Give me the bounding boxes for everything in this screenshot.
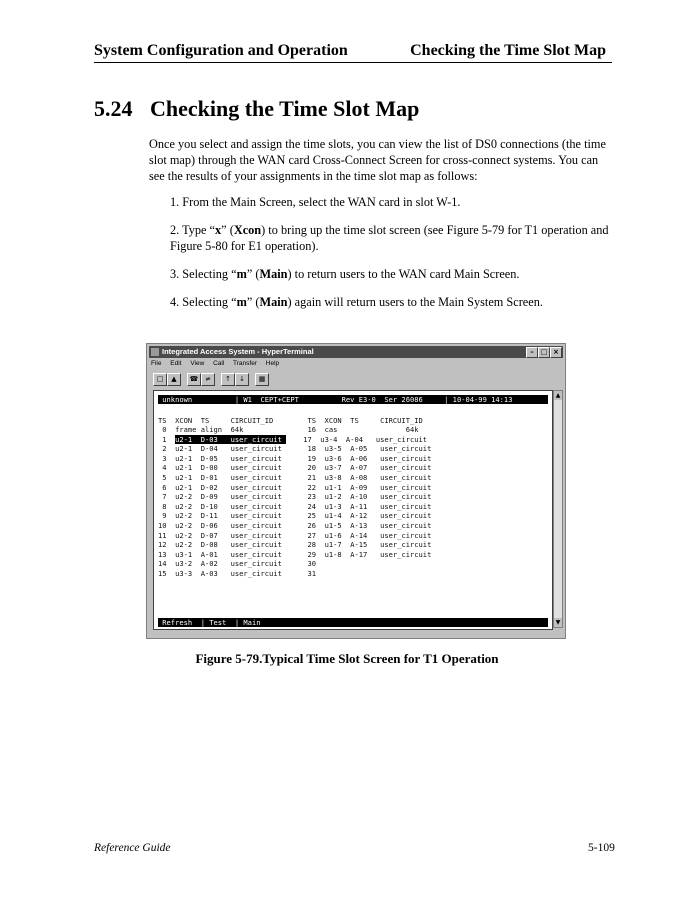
row-text: u2-2 D-07 user_circuit 27 u1-6 A-14 user_circuit [175, 530, 432, 540]
row-text: 10 [158, 521, 176, 530]
step-text-run: ” ( [221, 223, 234, 237]
time-slot-row [158, 483, 431, 492]
step-1 [170, 194, 613, 210]
row-text: u3-2 A-02 user_circuit 30 [175, 559, 317, 569]
row-text: 1 [158, 434, 176, 444]
vertical-scrollbar[interactable] [553, 390, 563, 628]
window-title: Integrated Access System - HyperTerminal [162, 347, 314, 356]
row-text: 4 [158, 463, 176, 473]
row-text: u2-2 D-09 user_circuit 23 u1-2 A-10 user_circuit [175, 492, 432, 502]
step-text-run: ) to bring up the time slot screen (see Figure 5-79 for T1 operation and Figure 5-80 for E1 operation). [170, 223, 609, 253]
selected-cell: u2-1 D-03 user_circuit [175, 434, 287, 444]
terminal-command-line: Refresh | Test | Main [158, 618, 548, 627]
running-header [94, 40, 612, 63]
row-text: 7 [158, 492, 176, 502]
row-text: 15 [158, 569, 176, 578]
row-text: 3 [158, 453, 176, 463]
hyperterminal-window [146, 343, 566, 639]
header-section: Checking the Time Slot Map [410, 42, 606, 59]
menu-transfer[interactable]: Transfer [233, 360, 257, 367]
time-slot-row [158, 473, 431, 482]
step-text-run: m [236, 267, 247, 281]
row-text: u3-3 A-03 user_circuit 31 [175, 569, 317, 578]
row-text: 0 [158, 425, 176, 434]
step-text-run: ) to return users to the WAN card Main Screen. [287, 267, 520, 281]
step-text-run: Xcon [233, 223, 262, 237]
row-text: 12 [158, 540, 176, 550]
row-text: 6 [158, 482, 176, 492]
row-text: u2-1 D-00 user_circuit 20 u3-7 A-07 user_circuit [175, 463, 432, 473]
row-text: 17 u3-4 A-04 user_circuit [286, 434, 428, 444]
section-number: 5.24 [94, 96, 133, 121]
row-text: frame align 64k 16 cas 64k [175, 425, 419, 434]
footer-title: Reference Guide [94, 842, 171, 854]
time-slot-row [158, 569, 316, 578]
menu-help[interactable]: Help [265, 360, 280, 367]
time-slot-row [158, 511, 431, 520]
time-slot-row [158, 444, 431, 453]
step-2 [170, 222, 613, 254]
step-text-run: 2. Type “ [170, 223, 216, 237]
step-text-run: x [215, 223, 222, 237]
time-slot-row [158, 559, 316, 568]
section-title: Checking the Time Slot Map [150, 96, 420, 121]
row-text: 5 [158, 473, 176, 482]
row-text: 11 [158, 530, 176, 540]
header-chapter: System Configuration and Operation [94, 42, 348, 59]
row-text: 14 [158, 559, 176, 569]
row-text: u2-2 D-11 user_circuit 25 u1-4 A-12 user_circuit [175, 511, 432, 521]
step-text-run: Main [259, 267, 288, 281]
menu-edit[interactable]: Edit [170, 360, 182, 367]
step-4 [170, 294, 613, 310]
step-text-run: m [236, 295, 247, 309]
close-button[interactable]: × [550, 347, 562, 358]
time-slot-row [158, 521, 431, 530]
disconnect-icon[interactable]: ≠ [201, 373, 215, 386]
scroll-down-icon[interactable]: ▼ [555, 619, 561, 626]
new-icon[interactable]: □ [153, 373, 167, 386]
row-text: u2-1 D-04 user_circuit 18 u3-5 A-05 user_circuit [175, 444, 432, 454]
row-text: u2-2 D-10 user_circuit 24 u1-3 A-11 user_circuit [175, 501, 432, 511]
step-text-run: ” ( [246, 295, 260, 309]
time-slot-row [158, 531, 431, 540]
menu-file[interactable]: File [151, 360, 162, 367]
menu-call[interactable]: Call [213, 360, 225, 367]
open-icon[interactable]: ▲ [167, 373, 181, 386]
time-slot-row [158, 463, 431, 472]
time-slot-row [158, 540, 431, 549]
section-heading [94, 96, 419, 122]
minimize-button[interactable]: – [526, 347, 538, 358]
time-slot-row [158, 492, 431, 501]
row-text: 9 [158, 511, 176, 521]
window-titlebar[interactable] [149, 346, 563, 358]
page-number: 5-109 [588, 842, 615, 854]
step-text-run: 3. Selecting “ [170, 267, 237, 281]
row-text: u3-1 A-01 user_circuit 29 u1-8 A-17 user_circuit [175, 549, 432, 559]
intro-paragraph: Once you select and assign the time slots, you can view the list of DS0 connections (the time slot map) through the WAN card Cross-Connect Screen for cross-connect systems. You can see the results of your assignments in the time slot map as follows: [149, 137, 606, 183]
row-text: u2-1 D-05 user_circuit 19 u3-6 A-06 user_circuit [175, 453, 432, 463]
time-slot-row [158, 425, 419, 434]
send-icon[interactable]: ↑ [221, 373, 235, 386]
step-text-run: 1. From the Main Screen, select the WAN card in slot W-1. [170, 195, 461, 209]
terminal-screen[interactable] [153, 390, 553, 630]
time-slot-row [158, 550, 431, 559]
row-text: u2-1 D-01 user_circuit 21 u3-8 A-08 user_circuit [175, 473, 432, 482]
row-text: 2 [158, 444, 176, 454]
step-text-run: Main [259, 295, 288, 309]
phone-icon[interactable]: ☎ [187, 373, 201, 386]
menu-view[interactable]: View [190, 360, 205, 367]
time-slot-row [158, 435, 427, 444]
maximize-button[interactable]: □ [538, 347, 550, 358]
row-text: u2-2 D-06 user_circuit 26 u1-5 A-13 user_circuit [175, 521, 432, 530]
time-slot-row [158, 454, 431, 463]
row-text: u2-1 D-02 user_circuit 22 u1-1 A-09 user_circuit [175, 482, 432, 492]
terminal-column-headers: TS XCON TS CIRCUIT_ID TS XCON TS CIRCUIT_ID [158, 416, 423, 425]
step-3 [170, 266, 613, 282]
receive-icon[interactable]: ↓ [235, 373, 249, 386]
menu-bar [151, 360, 286, 370]
app-icon [151, 348, 159, 356]
properties-icon[interactable]: ▦ [255, 373, 269, 386]
row-text: u2-2 D-08 user_circuit 28 u1-7 A-15 user_circuit [175, 540, 432, 550]
step-text-run: 4. Selecting “ [170, 295, 237, 309]
time-slot-row [158, 502, 431, 511]
figure-caption: Figure 5-79.Typical Time Slot Screen for T1 Operation [195, 651, 499, 666]
step-text-run: ) again will return users to the Main System Screen. [287, 295, 543, 309]
step-text-run: ” ( [246, 267, 260, 281]
terminal-status-line: unknown | W1 CEPT+CEPT Rev E3-0 Ser 26086 | 10-04-99 14:13 [158, 395, 548, 404]
row-text: 8 [158, 501, 176, 511]
row-text: 13 [158, 549, 176, 559]
scroll-up-icon[interactable]: ▲ [555, 392, 561, 399]
